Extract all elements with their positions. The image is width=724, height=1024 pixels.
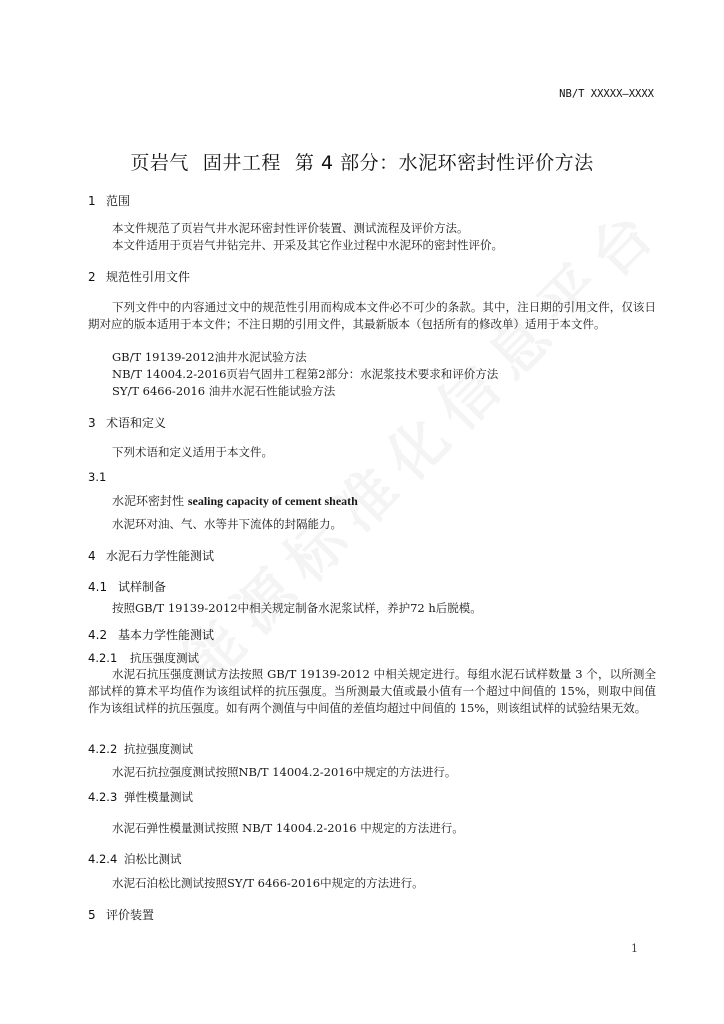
reference-item: GB/T 19139-2012油井水泥试验方法 [112,350,307,364]
title-part-a: 页岩气 [130,152,189,174]
section-1-paragraph-1: 本文件规范了页岩气井水泥环密封性评价装置、测试流程及评价方法。 [112,221,469,235]
section-4-2-4-paragraph: 水泥石泊松比测试按照SY/T 6466-2016中规定的方法进行。 [112,876,424,890]
section-4-2-2-heading: 4.2.2 抗拉强度测试 [88,742,193,756]
section-1-paragraph-2: 本文件适用于页岩气井钻完井、开采及其它作业过程中水泥环的密封性评价。 [112,238,503,252]
section-3-heading: 3 术语和定义 [88,416,167,430]
section-4-2-1-paragraph: 水泥石抗压强度测试方法按照 GB/T 19139-2012 中相关规定进行。每组水泥石试样数量 3 个，以所测全部试样的算术平均值作为该组试样的抗压强度。当所测最大值或最小值有一个超过中间值的 15%，则取中间值作为该组试样的抗压强度。如有两个测值与中间值的差值均超过中间值的 15%，则该组试样的试验结果无效。 [88,667,656,715]
section-4-2-4-heading: 4.2.4 泊松比测试 [88,852,182,866]
section-4-2-3-heading: 4.2.3 弹性模量测试 [88,790,193,804]
term-chinese: 水泥环密封性 [112,494,185,508]
section-4-2-1-heading: 4.2.1 抗压强度测试 [88,651,199,665]
page-number: 1 [631,942,638,955]
reference-item: SY/T 6466-2016 油井水泥石性能试验方法 [112,384,336,398]
title-part-c: 第 4 部分：水泥环密封性评价方法 [294,152,594,174]
section-1-heading: 1 范围 [88,194,131,208]
document-code: NB/T XXXXX—XXXX [559,88,654,100]
term-definition: 水泥环对油、气、水等井下流体的封隔能力。 [112,517,342,531]
reference-item: NB/T 14004.2-2016页岩气固井工程第2部分：水泥浆技术要求和评价方法 [112,367,499,381]
section-4-1-paragraph: 按照GB/T 19139-2012中相关规定制备水泥浆试样，养护72 h后脱模。 [112,601,482,615]
section-4-2-3-paragraph: 水泥石弹性模量测试按照 NB/T 14004.2-2016 中规定的方法进行。 [112,821,464,835]
section-4-2-2-paragraph: 水泥石抗拉强度测试按照NB/T 14004.2-2016中规定的方法进行。 [112,765,457,779]
section-3-1-number: 3.1 [88,470,107,484]
title-part-b: 固井工程 [202,152,281,174]
section-4-1-heading: 4.1 试样制备 [88,580,167,594]
section-5-heading: 5 评价装置 [88,908,155,922]
section-3-paragraph-1: 下列术语和定义适用于本文件。 [112,445,273,459]
watermark [160,182,678,700]
term-entry [88,492,656,509]
section-4-2-heading: 4.2 基本力学性能测试 [88,628,215,642]
term-english: sealing capacity of cement sheath [187,494,358,508]
section-2-paragraph-1: 下列文件中的内容通过文中的规范性引用而构成本文件必不可少的条款。其中，注日期的引用文件，仅该日期对应的版本适用于本文件；不注日期的引用文件，其最新版本（包括所有的修改单）适用于本文件。 [88,300,656,331]
section-2-heading: 2 规范性引用文件 [88,270,191,284]
section-4-heading: 4 水泥石力学性能测试 [88,549,215,563]
page-title [0,148,724,175]
